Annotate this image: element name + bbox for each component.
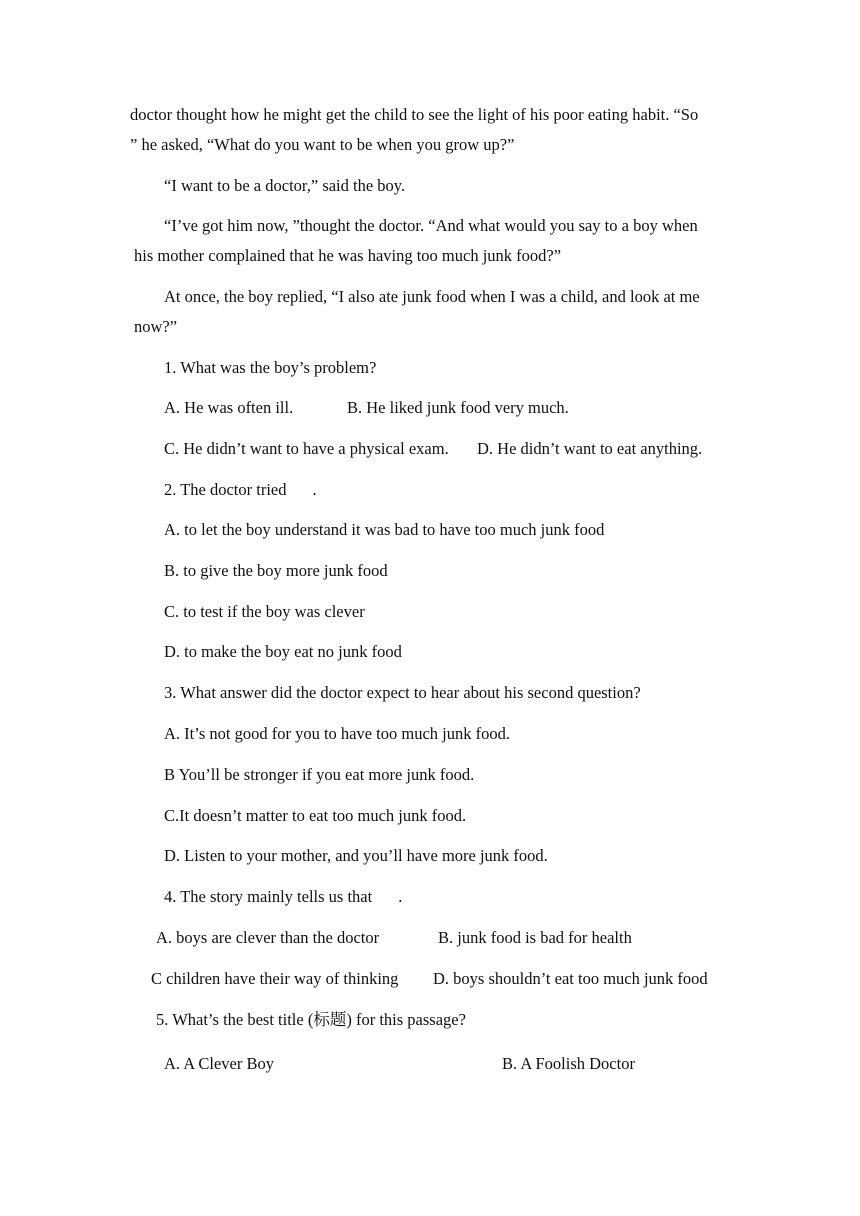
answer-option: B. to give the boy more junk food	[164, 561, 388, 580]
answer-option: C.It doesn’t matter to eat too much junk food.	[164, 806, 467, 825]
passage-line: doctor thought how he might get the child to see the light of his poor eating habit. “So	[130, 105, 699, 124]
question-stem	[164, 887, 402, 907]
answer-option: C children have their way of thinking	[151, 969, 399, 988]
question-stem-text: 2. The doctor tried	[164, 480, 287, 499]
answer-option: B You’ll be stronger if you eat more junk food.	[164, 765, 475, 784]
passage-line: now?”	[134, 317, 178, 336]
answer-option: D. Listen to your mother, and you’ll have more junk food.	[164, 846, 548, 865]
answer-option: A. boys are clever than the doctor	[156, 928, 380, 947]
answer-blank	[287, 494, 313, 495]
passage-line: At once, the boy replied, “I also ate junk food when I was a child, and look at me	[164, 287, 700, 306]
question-stem	[164, 480, 317, 500]
answer-option: B. He liked junk food very much.	[347, 398, 569, 417]
answer-option: B. A Foolish Doctor	[502, 1054, 635, 1073]
answer-option: D. to make the boy eat no junk food	[164, 642, 402, 661]
question-stem-end: .	[398, 887, 403, 906]
passage-line: “I want to be a doctor,” said the boy.	[164, 176, 406, 195]
answer-option: B. junk food is bad for health	[438, 928, 632, 947]
answer-option: A. He was often ill.	[164, 398, 294, 417]
passage-line: “I’ve got him now, ”thought the doctor. “And what would you say to a boy when	[164, 216, 698, 235]
passage-line: ” he asked, “What do you want to be when you grow up?”	[130, 135, 515, 154]
answer-option: D. boys shouldn’t eat too much junk food	[433, 969, 708, 988]
question-stem-end: .	[312, 480, 317, 499]
answer-option: C. He didn’t want to have a physical exam.	[164, 439, 449, 458]
question-stem: 5. What’s the best title (标题) for this passage?	[156, 1010, 466, 1029]
answer-option: A. It’s not good for you to have too much junk food.	[164, 724, 511, 743]
answer-option: C. to test if the boy was clever	[164, 602, 365, 621]
answer-option: A. to let the boy understand it was bad to have too much junk food	[164, 520, 605, 539]
question-stem: 3. What answer did the doctor expect to hear about his second question?	[164, 683, 641, 702]
question-stem: 1. What was the boy’s problem?	[164, 358, 377, 377]
answer-option: D. He didn’t want to eat anything.	[477, 439, 703, 458]
question-stem-text: 4. The story mainly tells us that	[164, 887, 373, 906]
answer-option: A. A Clever Boy	[164, 1054, 274, 1073]
answer-blank	[372, 901, 398, 902]
passage-line: his mother complained that he was having too much junk food?”	[134, 246, 562, 265]
